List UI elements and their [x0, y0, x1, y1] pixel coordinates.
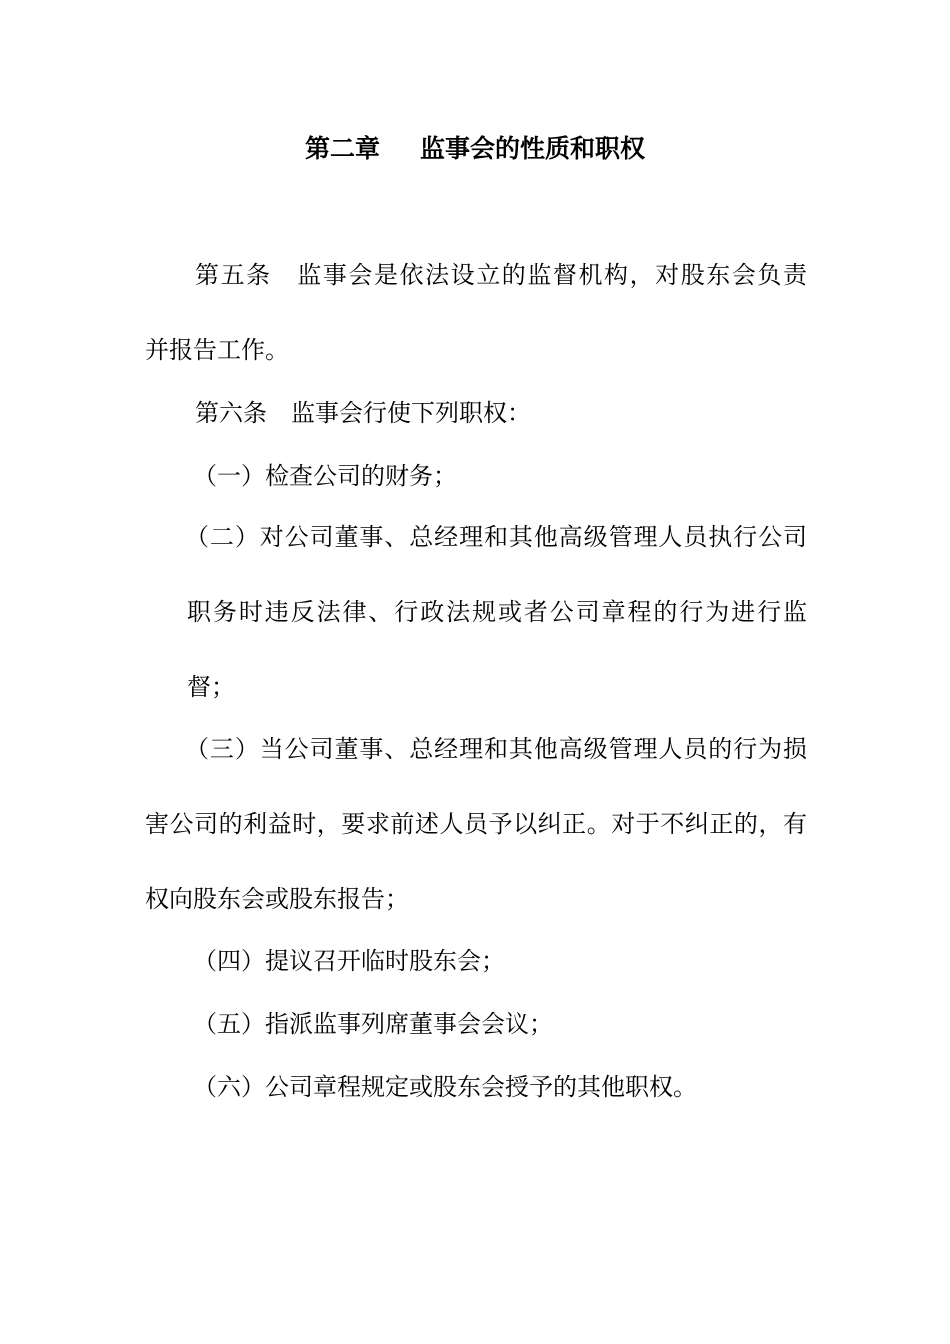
- item-4: （四）提议召开临时股东会；: [193, 947, 505, 975]
- chapter-title: 监事会的性质和职权: [420, 134, 646, 163]
- item-3-line-3: 权向股东会或股东报告；: [145, 885, 409, 913]
- item-5: （五）指派监事列席董事会会议；: [193, 1010, 553, 1038]
- article-5-line-1: 第五条 监事会是依法设立的监督机构，对股东会负责: [195, 261, 807, 289]
- item-3-line-2: 害公司的利益时，要求前述人员予以纠正。对于不纠正的，有: [145, 810, 807, 838]
- chapter-number: 第二章: [304, 134, 380, 163]
- item-1: （一）检查公司的财务；: [193, 462, 457, 490]
- article-5-line-2: 并报告工作。: [145, 336, 289, 364]
- item-2-line-1: （二）对公司董事、总经理和其他高级管理人员执行公司: [185, 523, 807, 551]
- item-2-line-2: 职务时违反法律、行政法规或者公司章程的行为进行监: [187, 598, 807, 626]
- article-6-heading: 第六条 监事会行使下列职权：: [195, 399, 531, 427]
- item-2-line-3: 督；: [187, 673, 235, 701]
- item-6: （六）公司章程规定或股东会授予的其他职权。: [193, 1073, 697, 1101]
- chapter-heading: [0, 133, 950, 165]
- item-3-line-1: （三）当公司董事、总经理和其他高级管理人员的行为损: [185, 735, 807, 763]
